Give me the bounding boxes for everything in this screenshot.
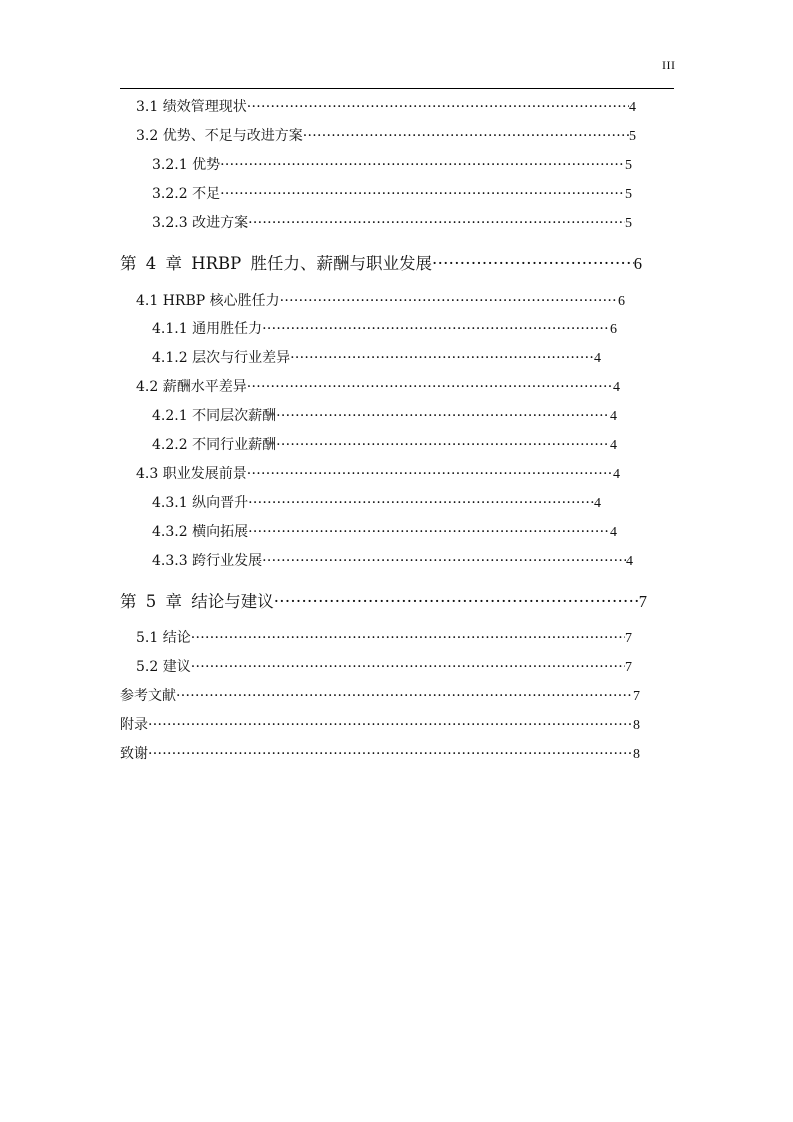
toc-entry-page: 5 (625, 187, 632, 202)
toc-leader-dots (220, 186, 625, 202)
toc-entry-page: 7 (633, 689, 640, 704)
toc-entry-label: 第 5 章 结论与建议 (120, 592, 274, 611)
toc-leader-dots (280, 293, 618, 309)
toc-leader-dots (290, 350, 594, 366)
toc-leader-dots (176, 688, 633, 704)
toc-entry-page: 4 (594, 351, 601, 366)
toc-entry-label: 3.2.1 优势 (152, 157, 221, 173)
toc-entry-page: 4 (626, 554, 633, 569)
toc-leader-dots (191, 630, 625, 646)
toc-entry-label: 4.2.1 不同层次薪酬 (152, 408, 277, 424)
toc-entry-page: 4 (629, 100, 636, 115)
toc-leader-dots (276, 408, 610, 424)
toc-entry-page: 7 (638, 592, 647, 611)
toc-leader-dots (303, 128, 629, 144)
toc-entry-label: 4.2.2 不同行业薪酬 (152, 437, 277, 453)
toc-entry[interactable] (136, 96, 636, 116)
toc-entry[interactable] (136, 290, 625, 310)
toc-leader-dots (148, 717, 633, 733)
toc-entry-label: 5.2 建议 (136, 659, 191, 675)
toc-entry-label: 4.3 职业发展前景 (136, 466, 247, 482)
toc-entry-label: 5.1 结论 (136, 630, 191, 646)
toc-entry[interactable] (152, 183, 632, 203)
toc-entry-page: 4 (610, 438, 617, 453)
toc-entry-label: 3.2 优势、不足与改进方案 (136, 128, 303, 144)
toc-entry-label: 4.1.2 层次与行业差异 (152, 350, 291, 366)
toc-leader-dots (247, 99, 629, 115)
toc-leader-dots (248, 524, 610, 540)
toc-entry[interactable] (120, 743, 640, 763)
toc-leader-dots (276, 437, 610, 453)
toc-entry-label: 3.2.3 改进方案 (152, 215, 249, 231)
toc-leader-dots (191, 659, 625, 675)
toc-entry-label: 参考文献 (120, 688, 176, 704)
toc-leader-dots (247, 379, 613, 395)
toc-chapter-entry[interactable] (120, 250, 642, 274)
page-number: III (662, 58, 676, 72)
toc-leader-dots (432, 254, 634, 273)
toc-leader-dots (220, 157, 625, 173)
toc-leader-dots (248, 215, 625, 231)
toc-leader-dots (248, 495, 594, 511)
toc-entry-label: 4.3.3 跨行业发展 (152, 553, 263, 569)
toc-entry-page: 8 (633, 747, 640, 762)
toc-leader-dots (262, 553, 626, 569)
toc-entry-page: 4 (613, 467, 620, 482)
toc-entry[interactable] (152, 492, 601, 512)
toc-entry[interactable] (136, 627, 632, 647)
toc-entry-label: 4.3.1 纵向晋升 (152, 495, 249, 511)
toc-entry-page: 4 (613, 380, 620, 395)
toc-entry-label: 4.1 HRBP 核心胜任力 (136, 293, 280, 309)
toc-entry-label: 致谢 (120, 746, 148, 762)
toc-entry-page: 4 (610, 409, 617, 424)
toc-leader-dots (262, 321, 610, 337)
toc-entry-page: 8 (633, 718, 640, 733)
toc-entry-page: 5 (625, 216, 632, 231)
header-rule (120, 88, 674, 89)
toc-entry-page: 4 (594, 496, 601, 511)
toc-entry-page: 4 (610, 525, 617, 540)
toc-entry-label: 4.2 薪酬水平差异 (136, 379, 247, 395)
toc-entry-page: 7 (625, 660, 632, 675)
toc-entry[interactable] (152, 347, 601, 367)
toc-leader-dots (274, 592, 639, 611)
toc-entry[interactable] (152, 154, 632, 174)
toc-entry-page: 7 (625, 631, 632, 646)
toc-entry[interactable] (152, 550, 633, 570)
toc-entry[interactable] (136, 376, 620, 396)
toc-entry[interactable] (136, 656, 632, 676)
toc-entry[interactable] (120, 714, 640, 734)
toc-entry[interactable] (136, 463, 620, 483)
toc-leader-dots (148, 746, 633, 762)
toc-leader-dots (247, 466, 613, 482)
toc-entry-label: 4.3.2 横向拓展 (152, 524, 249, 540)
toc-entry-page: 6 (633, 254, 642, 273)
toc-entry-page: 5 (629, 129, 636, 144)
toc-entry[interactable] (152, 212, 632, 232)
toc-entry[interactable] (152, 434, 617, 454)
toc-entry-label: 4.1.1 通用胜任力 (152, 321, 263, 337)
toc-entry[interactable] (120, 685, 640, 705)
toc-entry-page: 6 (618, 294, 625, 309)
toc-entry-label: 第 4 章 HRBP 胜任力、薪酬与职业发展 (120, 254, 433, 273)
toc-entry[interactable] (152, 318, 617, 338)
toc-entry-label: 3.2.2 不足 (152, 186, 221, 202)
toc-entry[interactable] (136, 125, 636, 145)
toc-entry-label: 3.1 绩效管理现状 (136, 99, 247, 115)
toc-entry-label: 附录 (120, 717, 148, 733)
toc-entry[interactable] (152, 405, 617, 425)
toc-entry-page: 6 (610, 322, 617, 337)
toc-entry-page: 5 (625, 158, 632, 173)
toc-entry[interactable] (152, 521, 617, 541)
toc-chapter-entry[interactable] (120, 588, 647, 612)
